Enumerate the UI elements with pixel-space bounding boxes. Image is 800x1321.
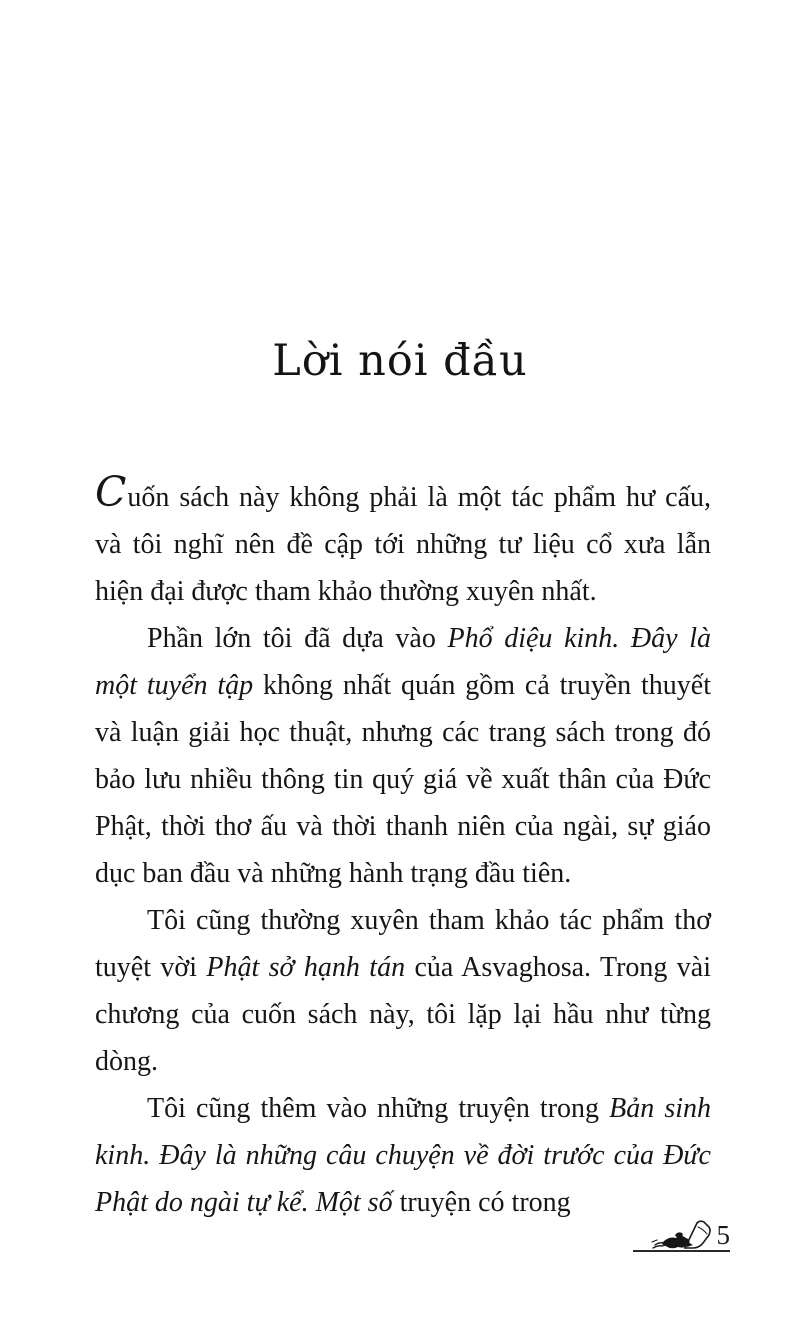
- paragraph: [95, 897, 711, 1085]
- chapter-title: Lời nói đầu: [272, 336, 528, 386]
- text-run: Phần lớn tôi đã dựa vào: [147, 623, 448, 654]
- text-run: Phật sở hạnh tán: [206, 952, 406, 983]
- paragraph: [95, 615, 711, 897]
- body-text: [95, 468, 711, 1226]
- paragraph: [95, 1085, 711, 1226]
- text-run: Bản sinh kinh. Đây là những câu chuyện về đời trước của Đức Phật do ngài tự kể. Một số: [95, 1093, 711, 1218]
- text-run: không nhất quán gồm cả truyền thuyết và luận giải học thuật, nhưng các trang sách trong đó bảo lưu nhiều thông tin quý giá về xuất thân của Đức Phật, thời thơ ấu và thời thanh niên của ngài, sự giáo dục ban đầu và những hành trạng đầu tiên.: [95, 670, 711, 889]
- drop-initial: C: [95, 468, 128, 516]
- text-run: của Asvaghosa. Trong vài chương của cuốn sách này, tôi lặp lại hầu như từng dòng.: [95, 952, 711, 1077]
- page-footer: [633, 1210, 730, 1252]
- text-run: truyện có trong: [392, 1187, 571, 1218]
- reclining-figure-ornament-icon: [651, 1215, 715, 1253]
- page-number: 5: [716, 1220, 730, 1250]
- text-run: Tôi cũng thường xuyên tham khảo tác phẩm thơ tuyệt vời: [95, 905, 711, 983]
- paragraph: [95, 468, 711, 615]
- text-run: Phổ diệu kinh. Đây là một tuyển tập: [95, 623, 711, 701]
- text-run: uốn sách này không phải là một tác phẩm hư cấu, và tôi nghĩ nên đề cập tới những tư liệu cổ xưa lẫn hiện đại được tham khảo thường xuyên nhất.: [95, 482, 711, 607]
- text-run: Tôi cũng thêm vào những truyện trong: [147, 1093, 610, 1124]
